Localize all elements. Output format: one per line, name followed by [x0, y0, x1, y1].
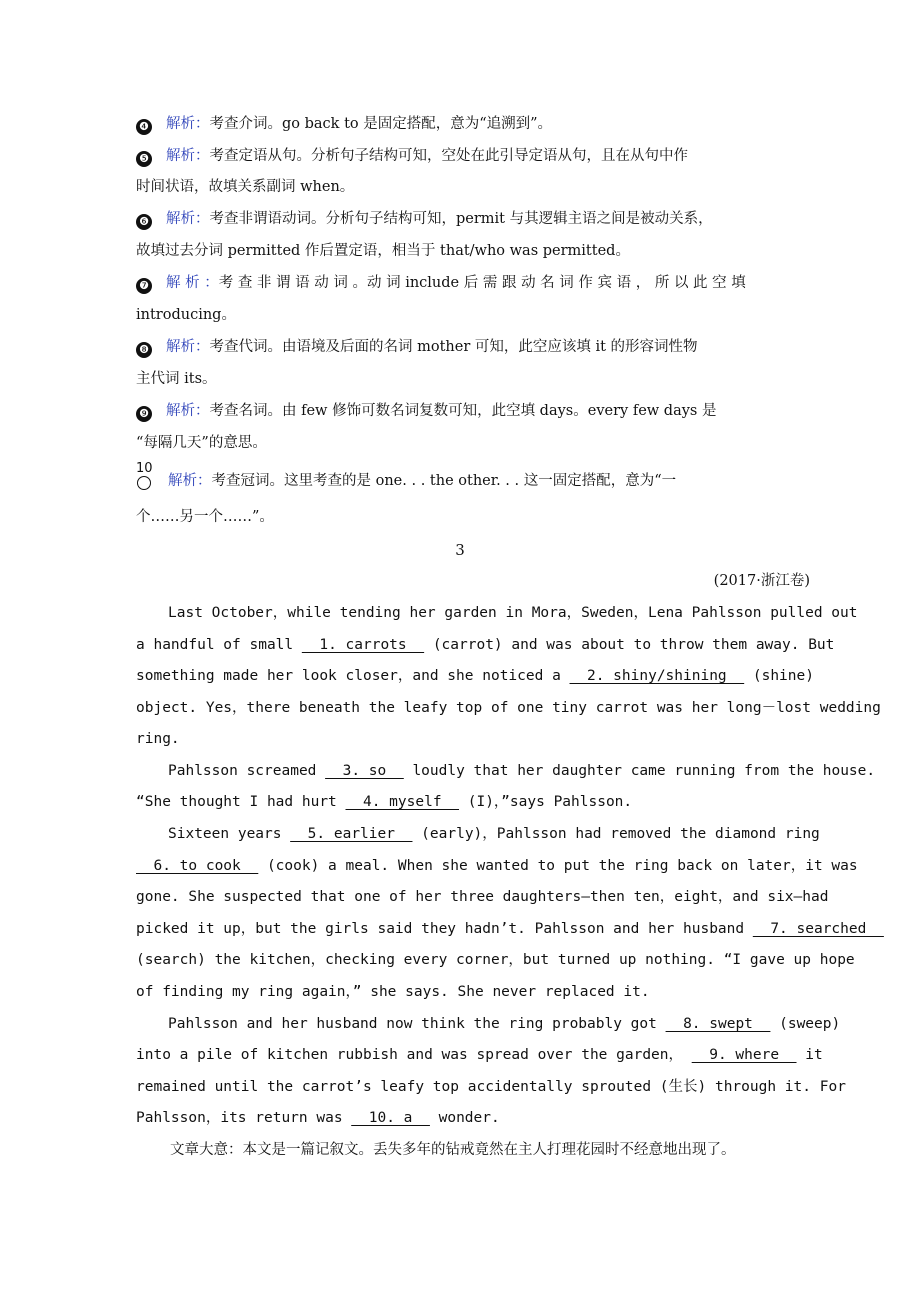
answer-blank-9: __9. where__ — [691, 1047, 797, 1063]
note-7 — [136, 273, 836, 294]
note-text: 考查定语从句。分析句子结构可知，空处在此引导定语从句，且在从句中作 — [209, 148, 688, 164]
note-4 — [136, 114, 836, 135]
note-text: 考查介词。go back to 是固定搭配，意为“追溯到”。 — [209, 116, 553, 132]
passage-line: Pahlsson，its return was __10. a__ wonder. — [136, 1110, 500, 1126]
note-label: 解析： — [166, 339, 210, 355]
circled-number-icon: ❾ — [136, 406, 152, 422]
answer-blank-7: __7. searched__ — [752, 921, 884, 937]
note-label: 解析： — [168, 473, 212, 489]
note-label: 解 析 ： — [166, 275, 219, 291]
circled-number-text: 10 — [136, 461, 153, 476]
passage-line: into a pile of kitchen rubbish and was spread over the garden， __9. where__ it — [136, 1047, 823, 1063]
passage-line: a handful of small __1. carrots__ (carrot) and was about to throw them away. But — [136, 637, 835, 653]
note-text: 考查非谓语动词。分析句子结构可知，permit 与其逻辑主语之间是被动关系， — [209, 211, 713, 227]
circled-number-icon: ❽ — [136, 342, 152, 358]
note-label: 解析： — [166, 116, 210, 132]
note-8 — [136, 337, 836, 358]
circled-number-icon: ❼ — [136, 278, 152, 294]
answer-blank-8: __8. swept__ — [665, 1016, 771, 1032]
passage-line: Sixteen years __5. earlier__ (early)，Pahlsson had removed the diamond ring — [168, 826, 820, 842]
passage-line: __6. to cook__ (cook) a meal. When she wanted to put the ring back on later，it was — [136, 858, 858, 874]
note-9 — [136, 401, 836, 422]
circled-number-icon: ❹ — [136, 119, 152, 135]
passage-line: Pahlsson and her husband now think the ring probably got __8. swept__ (sweep) — [168, 1016, 841, 1032]
passage-line: object. Yes，there beneath the leafy top of one tiny carrot was her long－lost wedding — [136, 700, 881, 716]
summary-label: 文章大意： — [170, 1142, 243, 1158]
note-9-cont: “每隔几天”的意思。 — [136, 435, 267, 451]
circled-number-icon — [136, 461, 154, 489]
passage-line: ring. — [136, 731, 180, 747]
note-text: 考查名词。由 few 修饰可数名词复数可知，此空填 days。every few days 是 — [209, 403, 717, 419]
note-5-cont: 时间状语，故填关系副词 when。 — [136, 179, 355, 195]
note-text: 考查代词。由语境及后面的名词 mother 可知，此空应该填 it 的形容词性物 — [209, 339, 698, 355]
passage-line: “She thought I had hurt __4. myself__ (I)，”says Pahlsson. — [136, 794, 633, 810]
answer-blank-10: __10. a__ — [351, 1110, 430, 1126]
summary-text: 本文是一篇记叙文。丢失多年的钻戒竟然在主人打理花园时不经意地出现了。 — [242, 1142, 736, 1158]
passage-line: of finding my ring again，” she says. She never replaced it. — [136, 984, 650, 1000]
note-label: 解析： — [166, 148, 210, 164]
answer-blank-5: __5. earlier__ — [290, 826, 413, 842]
passage-line: picked it up，but the girls said they hadn’t. Pahlsson and her husband __7. searched__ — [136, 921, 884, 937]
note-label: 解析： — [166, 211, 210, 227]
answer-blank-2: __2. shiny/shining__ — [569, 668, 745, 684]
passage-line: remained until the carrot’s leafy top accidentally sprouted (生长) through it. For — [136, 1079, 846, 1095]
passage-line: gone. She suspected that one of her three daughters—then ten，eight，and six—had — [136, 889, 829, 905]
note-text: 考 查 非 谓 语 动 词 。动 词 include 后 需 跟 动 名 词 作 宾 语 ， 所 以 此 空 填 — [218, 275, 746, 291]
summary — [136, 1140, 836, 1160]
answer-blank-6: __6. to cook__ — [136, 858, 259, 874]
note-7-cont: introducing。 — [136, 307, 236, 323]
note-text: 考查冠词。这里考查的是 one. . . the other. . . 这一固定搭配，意为“一 — [211, 473, 677, 489]
note-10-cont: 个……另一个……”。 — [136, 509, 274, 525]
note-6 — [136, 209, 836, 230]
passage-line: Pahlsson screamed __3. so__ loudly that her daughter came running from the house. — [168, 763, 876, 779]
note-6-cont: 故填过去分词 permitted 作后置定语，相当于 that/who was permitted。 — [136, 243, 630, 259]
passage-line: something made her look closer，and she noticed a __2. shiny/shining__ (shine) — [136, 668, 814, 684]
section-number: 3 — [455, 541, 465, 559]
note-5 — [136, 146, 836, 167]
note-8-cont: 主代词 its。 — [136, 371, 217, 387]
answer-blank-4: __4. myself__ — [345, 794, 460, 810]
passage-line: (search) the kitchen，checking every corner，but turned up nothing. “I gave up hope — [136, 952, 855, 968]
answer-blank-3: __3. so__ — [325, 763, 404, 779]
source-label: (2017·浙江卷) — [713, 573, 810, 589]
note-label: 解析： — [166, 403, 210, 419]
answer-blank-1: __1. carrots__ — [301, 637, 425, 653]
circled-number-icon: ❻ — [136, 214, 152, 230]
circled-number-icon: ❺ — [136, 151, 152, 167]
note-10 — [136, 461, 836, 491]
passage-line: Last October，while tending her garden in Mora，Sweden，Lena Pahlsson pulled out — [168, 605, 858, 621]
